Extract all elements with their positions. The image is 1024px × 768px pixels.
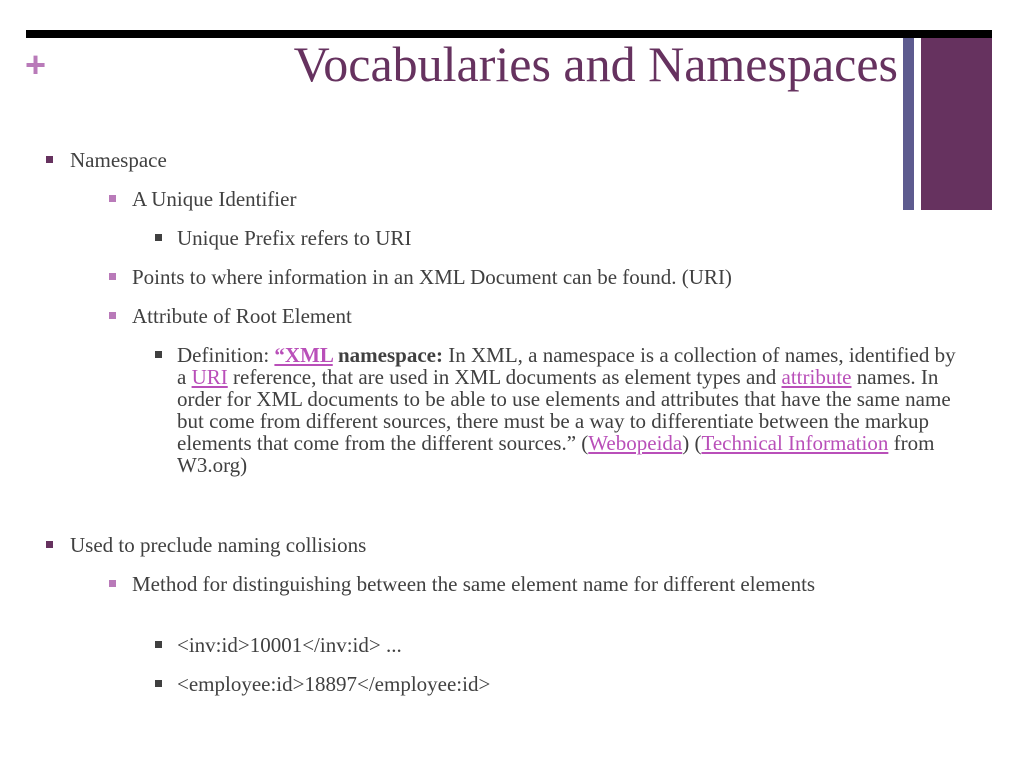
bullet-unique-identifier: A Unique Identifier — [132, 187, 297, 211]
bullet-square — [155, 680, 162, 687]
bullet-square — [109, 580, 116, 587]
bullet-square — [46, 541, 53, 548]
definition-text-3: names. In order for XML documents to be able to use elements and attributes that have the same name but come from different sources, there must be a way to differentiate between the markup elements that come from the different sources.” ( — [177, 365, 951, 455]
webopedia-link[interactable]: Webopeida — [588, 431, 683, 455]
bullet-namespace: Namespace — [70, 148, 167, 172]
bullet-attribute-root: Attribute of Root Element — [132, 304, 352, 328]
definition-text-1: In XML, a namespace is a collection of names, identified by a — [177, 343, 956, 389]
bullet-inv-example: <inv:id>10001</inv:id> ... — [177, 633, 402, 657]
bullet-used-to: Used to preclude naming collisions — [70, 533, 367, 557]
bullet-square — [155, 351, 162, 358]
bullet-method: Method for distinguishing between the same element name for different elements — [132, 572, 816, 596]
bullet-square — [109, 273, 116, 280]
bullet-points-to: Points to where information in an XML Document can be found. (URI) — [132, 265, 732, 289]
plus-icon: + — [25, 44, 47, 85]
definition-text-4: ) ( — [682, 431, 702, 455]
bullet-square — [155, 234, 162, 241]
accent-bar-thin — [903, 38, 914, 210]
bullet-square — [155, 641, 162, 648]
attribute-link[interactable]: attribute — [781, 365, 852, 389]
bullet-employee-example: <employee:id>18897</employee:id> — [177, 672, 491, 696]
definition-lead: Definition: — [177, 343, 275, 367]
bullet-square — [46, 156, 53, 163]
definition-text-2: reference, that are used in XML documents as element types and — [227, 365, 782, 389]
xml-link[interactable]: “XML — [274, 343, 333, 367]
technical-information-link[interactable]: Technical Information — [701, 431, 889, 455]
definition-text-5: from W3.org) — [177, 431, 935, 477]
bullet-definition — [177, 344, 967, 476]
bullet-square — [109, 312, 116, 319]
uri-link[interactable]: URI — [191, 365, 228, 389]
definition-term: namespace: — [332, 343, 443, 367]
slide-title: Vocabularies and Namespaces — [293, 36, 898, 92]
bullet-square — [109, 195, 116, 202]
bullet-unique-prefix: Unique Prefix refers to URI — [177, 226, 412, 250]
accent-bar-wide — [921, 38, 992, 210]
